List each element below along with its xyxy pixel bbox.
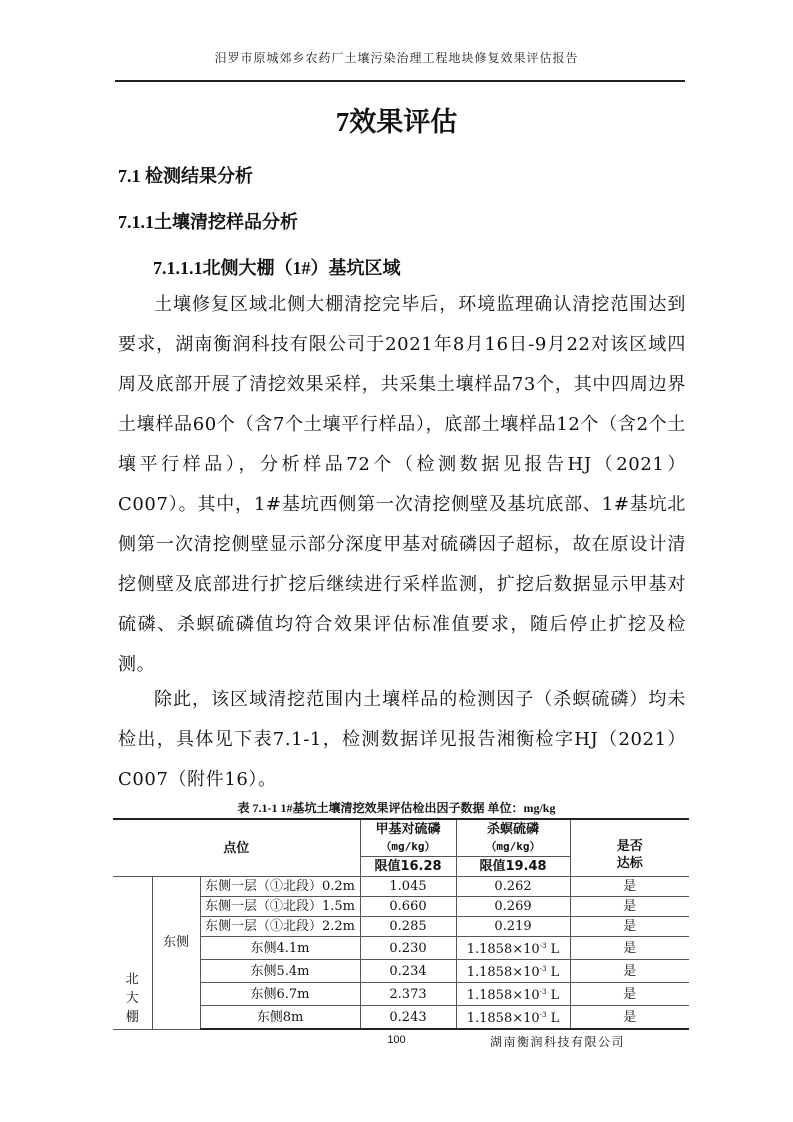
value1-cell: 1.045 <box>360 877 456 897</box>
header-col2 <box>456 819 570 857</box>
header-col1-name: 甲基对硫磷 <box>375 822 441 837</box>
page-number: 100 <box>387 1034 406 1046</box>
header-col1-unit: （mg/kg） <box>380 840 436 853</box>
area-cell <box>113 877 152 1030</box>
table-row <box>113 1006 689 1030</box>
value1-cell: 2.373 <box>360 983 456 1006</box>
value2-exponent: -3 <box>539 1011 547 1019</box>
header-col1-limit: 限值16.28 <box>360 857 456 877</box>
value1-cell: 0.660 <box>360 897 456 917</box>
value2-cell <box>456 960 570 983</box>
value2-suffix: L <box>546 965 560 980</box>
header-col1 <box>360 819 456 857</box>
header-col2-limit: 限值19.48 <box>456 857 570 877</box>
value2-base: 1.1858×10 <box>466 1011 540 1026</box>
table-row <box>113 917 689 937</box>
value1-cell: 0.243 <box>360 1006 456 1030</box>
area-char: 北 <box>125 971 139 987</box>
point-cell: 东侧6.7m <box>200 983 360 1006</box>
value2-cell <box>456 937 570 960</box>
value2-cell: 0.262 <box>456 877 570 897</box>
subsection-heading: 7.1.1土壤清挖样品分析 <box>118 212 298 232</box>
point-cell: 东侧8m <box>200 1006 360 1030</box>
section-heading: 7.1 检测结果分析 <box>118 166 253 186</box>
compliance-cell: 是 <box>570 983 689 1006</box>
header-col2-unit: （mg/kg） <box>485 840 541 853</box>
compliance-cell: 是 <box>570 897 689 917</box>
table-caption: 表 7.1-1 1#基坑土壤清挖效果评估检出因子数据 单位：mg/kg <box>237 801 556 815</box>
value2-cell: 0.219 <box>456 917 570 937</box>
point-cell: 东侧一层（①北段）1.5m <box>200 897 360 917</box>
value2-cell <box>456 983 570 1006</box>
header-location: 点位 <box>113 819 360 877</box>
point-cell: 东侧一层（①北段）2.2m <box>200 917 360 937</box>
compliance-cell: 是 <box>570 937 689 960</box>
chapter-title: 7效果评估 <box>335 107 458 137</box>
table-row <box>113 937 689 960</box>
body-paragraph: 除此，该区域清挖范围内土壤样品的检测因子（杀螟硫磷）均未检出，具体见下表7.1-1，检测数据详见报告湘衡检字HJ（2021）C007（附件16）。 <box>118 689 686 790</box>
compliance-cell: 是 <box>570 877 689 897</box>
running-header: 汨罗市原城郊乡农药厂土壤污染治理工程地块修复效果评估报告 <box>214 51 579 65</box>
area-char: 棚 <box>125 1009 139 1025</box>
results-table <box>113 818 689 1030</box>
value2-suffix: L <box>546 942 560 957</box>
point-cell: 东侧5.4m <box>200 960 360 983</box>
header-col2-name: 杀螟硫磷 <box>486 822 539 837</box>
body-paragraph: 土壤修复区域北侧大棚清挖完毕后，环境监理确认清挖范围达到要求，湖南衡润科技有限公司于2021年8月16日-9月22对该区域四周及底部开展了清挖效果采样，共采集土壤样品73个，其中四周边界土壤样品60个（含7个土壤平行样品），底部土壤样品12个（含2个土壤平行样品），分析样品72个（检测数据见报告HJ（2021）C007）。其中，1#基坑西侧第一次清挖侧壁及基坑底部、1#基坑北侧第一次清挖侧壁显示部分深度甲基对硫磷因子超标，故在原设计清挖侧壁及底部进行扩挖后继续进行采样监测，扩挖后数据显示甲基对硫磷、杀螟硫磷值均符合效果评估标准值要求，随后停止扩挖及检测。 <box>118 294 686 675</box>
point-cell: 东侧4.1m <box>200 937 360 960</box>
table-header-row <box>113 819 689 857</box>
footer-company: 湖南衡润科技有限公司 <box>490 1035 626 1049</box>
table-row <box>113 960 689 983</box>
subsubsection-heading: 7.1.1.1北侧大棚（1#）基坑区域 <box>153 258 401 278</box>
value2-base: 1.1858×10 <box>466 965 540 980</box>
value2-cell <box>456 1006 570 1030</box>
side-cell: 东侧 <box>152 877 200 1030</box>
area-char: 大 <box>125 990 139 1006</box>
value1-cell: 0.285 <box>360 917 456 937</box>
value2-suffix: L <box>546 1011 560 1026</box>
point-cell: 东侧一层（①北段）0.2m <box>200 877 360 897</box>
value1-cell: 0.230 <box>360 937 456 960</box>
value2-suffix: L <box>546 988 560 1003</box>
value2-exponent: -3 <box>539 942 547 950</box>
table-row <box>113 877 689 897</box>
compliance-cell: 是 <box>570 1006 689 1030</box>
value1-cell: 0.234 <box>360 960 456 983</box>
value2-base: 1.1858×10 <box>466 988 540 1003</box>
header-compliance <box>570 819 689 877</box>
header-compliance-text: 是否达标 <box>616 839 643 871</box>
value2-exponent: -3 <box>539 988 547 996</box>
value2-base: 1.1858×10 <box>466 942 540 957</box>
table-row <box>113 983 689 1006</box>
compliance-cell: 是 <box>570 917 689 937</box>
header-rule <box>115 80 685 82</box>
table-row <box>113 897 689 917</box>
value2-cell: 0.269 <box>456 897 570 917</box>
value2-exponent: -3 <box>539 965 547 973</box>
compliance-cell: 是 <box>570 960 689 983</box>
